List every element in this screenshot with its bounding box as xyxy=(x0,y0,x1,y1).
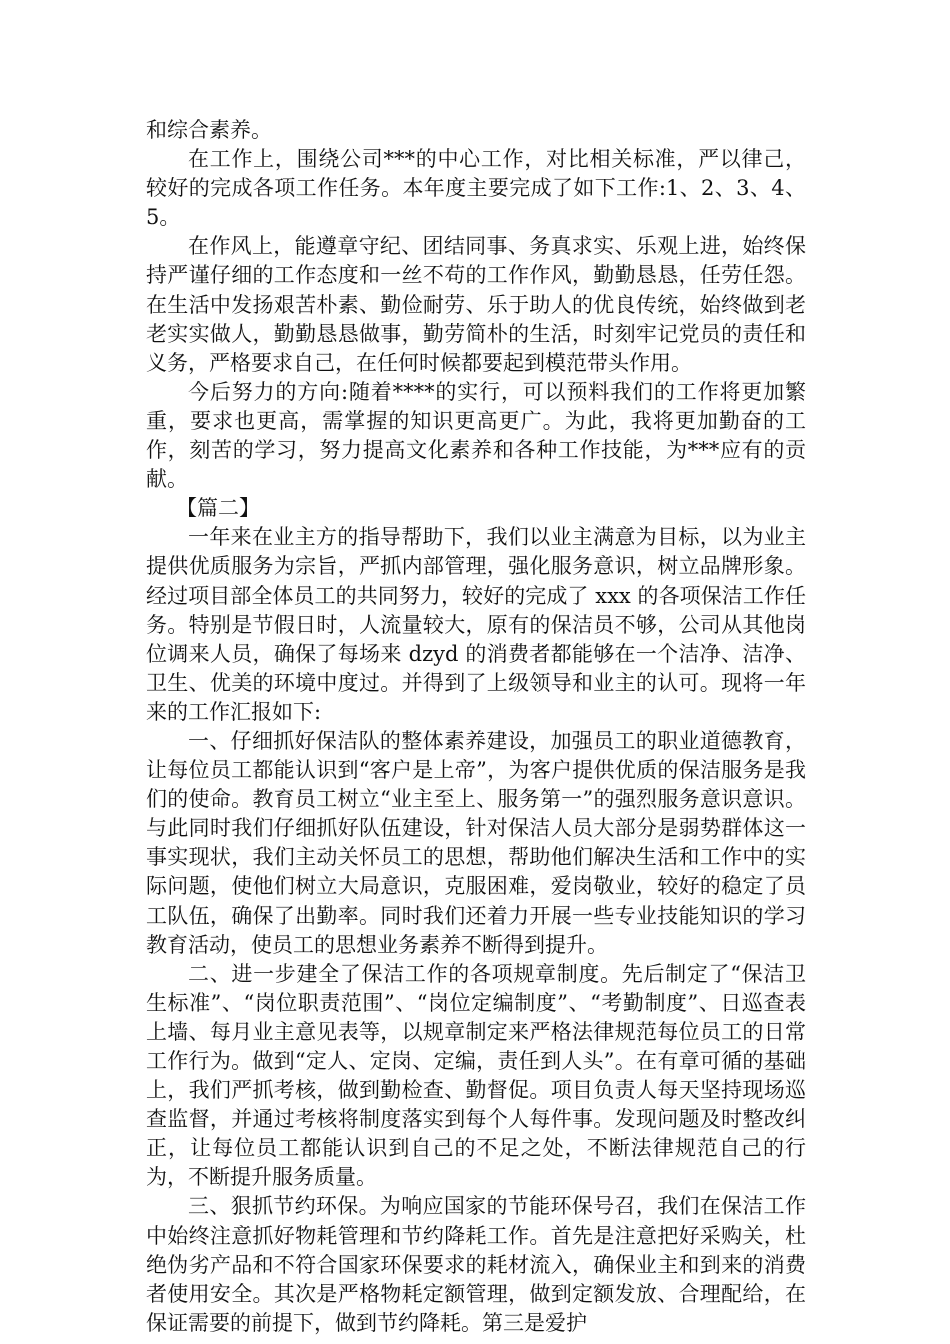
paragraph-point-one: 一、仔细抓好保洁队的整体素养建设，加强员工的职业道德教育，让每位员工都能认识到“客户是上帝”，为客户提供优质的保洁服务是我们的使命。教育员工树立“业主至上、服务第一”的强烈服务意识意识。与此同时我们仔细抓好队伍建设，针对保洁人员大部分是弱势群体这一事实现状，我们主动关怀员工的思想，帮助他们解决生活和工作中的实际问题，使他们树立大局意识，克服困难，爱岗敬业，较好的稳定了员工队伍，确保了出勤率。同时我们还着力开展一些专业技能知识的学习教育活动，使员工的思想业务素养不断得到提升。 xyxy=(146,728,806,957)
paragraph-point-three: 三、狠抓节约环保。为响应国家的节能环保号召，我们在保洁工作中始终注意抓好物耗管理和节约降耗工作。首先是注意把好采购关，杜绝伪劣产品和不符合国家环保要求的耗材流入，确保业主和到来的消费者使用安全。其次是严格物耗定额管理，做到定额发放、合理配给，在保证需要的前提下，做到节约降耗。第三是爱护 xyxy=(146,1194,806,1335)
paragraph-intro: 一年来在业主方的指导帮助下，我们以业主满意为目标，以为业主提供优质服务为宗旨，严抓内部管理，强化服务意识，树立品牌形象。经过项目部全体员工的共同努力，较好的完成了 xxx 的各项保洁工作任务。特别是节假日时，人流量较大，原有的保洁员不够，公司从其他岗位调来人员，确保了每场来 dzyd 的消费者都能够在一个洁净、洁净、卫生、优美的环境中度过。并得到了上级领导和业主的认可。现将一年来的工作汇报如下: xyxy=(146,525,806,724)
paragraph-point-two: 二、进一步建全了保洁工作的各项规章制度。先后制定了“保洁卫生标准”、“岗位职责范围”、“岗位定编制度”、“考勤制度”、日巡查表上墙、每月业主意见表等，以规章制定来严格法律规范每位员工的日常工作行为。做到“定人、定岗、定编，责任到人头”。在有章可循的基础上，我们严抓考核，做到勤检查、勤督促。项目负责人每天坚持现场巡查监督，并通过考核将制度落实到每个人每件事。发现问题及时整改纠正，让每位员工都能认识到自己的不足之处，不断法律规范自己的行为，不断提升服务质量。 xyxy=(146,961,806,1190)
section-heading: 【篇二】 xyxy=(176,496,260,521)
paragraph-continuation: 和综合素养。 xyxy=(146,118,272,142)
paragraph-style: 在作风上，能遵章守纪、团结同事、务真求实、乐观上进，始终保持严谨仔细的工作态度和一丝不苟的工作作风，勤勤恳恳，任劳任怨。在生活中发扬艰苦朴素、勤俭耐劳、乐于助人的优良传统，始终做到老老实实做人，勤勤恳恳做事，勤劳简朴的生活，时刻牢记党员的责任和义务，严格要求自己，在任何时候都要起到模范带头作用。 xyxy=(146,234,806,375)
paragraph-work: 在工作上，围绕公司***的中心工作，对比相关标准，严以律己，较好的完成各项工作任务。本年度主要完成了如下工作:1、2、3、4、5。 xyxy=(146,147,806,230)
paragraph-future: 今后努力的方向:随着****的实行，可以预料我们的工作将更加繁重，要求也更高，需掌握的知识更高更广。为此，我将更加勤奋的工作，刻苦的学习，努力提高文化素养和各种工作技能，为***应有的贡献。 xyxy=(146,379,806,492)
document-body xyxy=(146,116,806,1338)
